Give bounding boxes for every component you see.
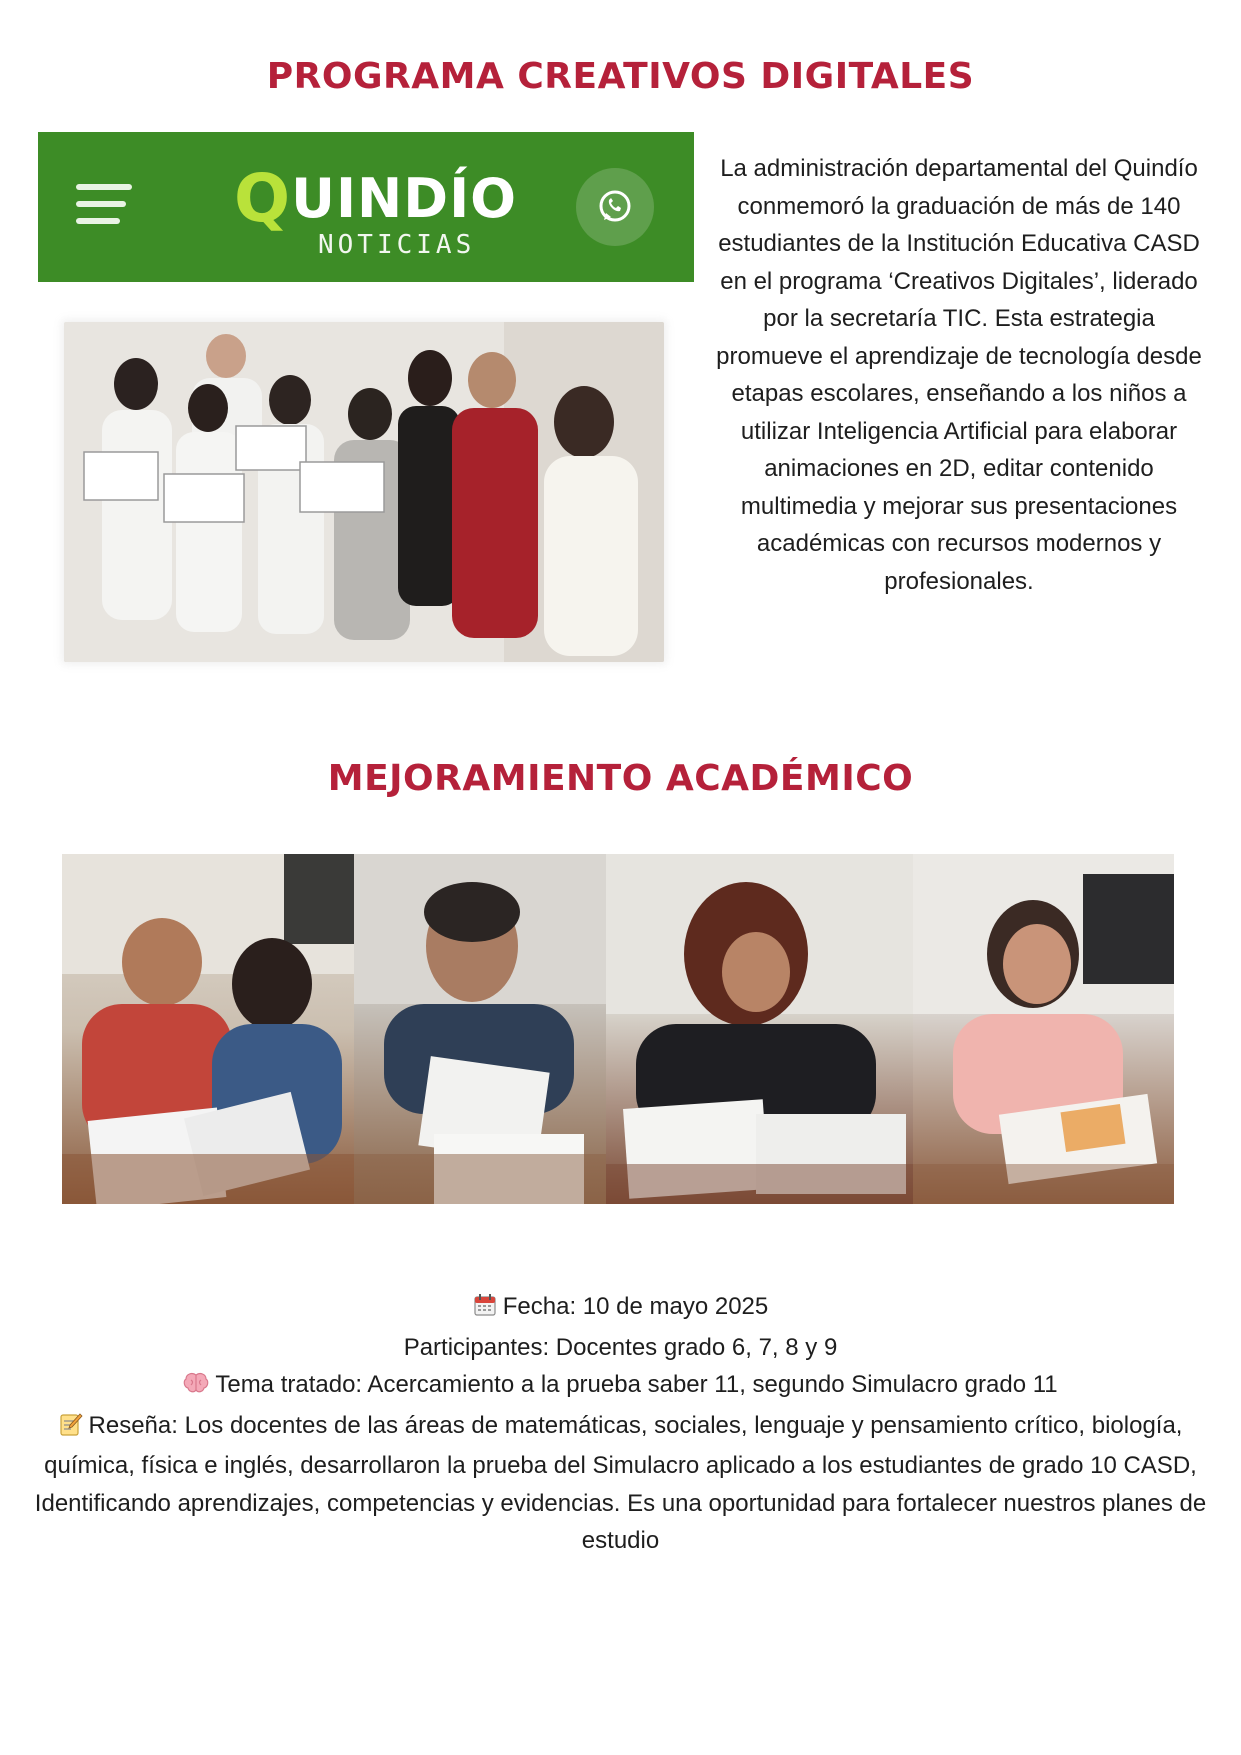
article-text: La administración departamental del Quindío conmemoró la graduación de más de 140 estudiantes de la Institución Educativa CASD en el programa ‘Creativos Digitales’, liderado por la secretaría TIC. Esta estrategia promueve el aprendizaje de tecnología desde etapas escolares, enseñando a los niños a utilizar Inteligencia Artificial para elaborar animaciones en 2D, editar contenido multimedia y mejorar sus presentaciones académicas con recursos modernos y profesionales. bbox=[716, 155, 1202, 595]
graduation-photo bbox=[64, 322, 664, 662]
calendar-icon bbox=[473, 1291, 497, 1329]
section-title-mejoramiento-academico: MEJORAMIENTO ACADÉMICO bbox=[327, 758, 914, 799]
quindio-noticias-logo: QUINDÍO NOTICIAS bbox=[234, 160, 518, 260]
hamburger-menu-icon[interactable] bbox=[76, 184, 132, 224]
memo-icon bbox=[59, 1410, 83, 1448]
teachers-photo-1 bbox=[62, 854, 354, 1204]
news-card bbox=[38, 132, 694, 672]
detail-fecha: Fecha: 10 de mayo 2025 bbox=[20, 1288, 1221, 1329]
news-header bbox=[38, 132, 694, 282]
photo-strip bbox=[62, 854, 1174, 1204]
whatsapp-icon[interactable] bbox=[576, 168, 654, 246]
meeting-details bbox=[20, 1288, 1221, 1560]
teachers-photo-3 bbox=[606, 854, 913, 1204]
brain-icon bbox=[183, 1369, 209, 1407]
detail-resena: Reseña: Los docentes de las áreas de matemáticas, sociales, lenguaje y pensamiento crítico, biología, química, física e inglés, desarrollaron la prueba del Simulacro aplicado a los estudiantes de grado 10 CASD, Identificando aprendizajes, competencias y evidencias. Es una oportunidad para fortalecer nuestros planes de estudio bbox=[34, 1411, 1207, 1554]
detail-participantes: Participantes: Docentes grado 6, 7, 8 y 9 bbox=[403, 1333, 838, 1361]
detail-tema: Tema tratado: Acercamiento a la prueba saber 11, segundo Simulacro grado 11 bbox=[20, 1366, 1221, 1407]
teachers-photo-2 bbox=[354, 854, 606, 1204]
teachers-photo-4 bbox=[913, 854, 1174, 1204]
section-title-creativos-digitales: PROGRAMA CREATIVOS DIGITALES bbox=[266, 56, 975, 97]
